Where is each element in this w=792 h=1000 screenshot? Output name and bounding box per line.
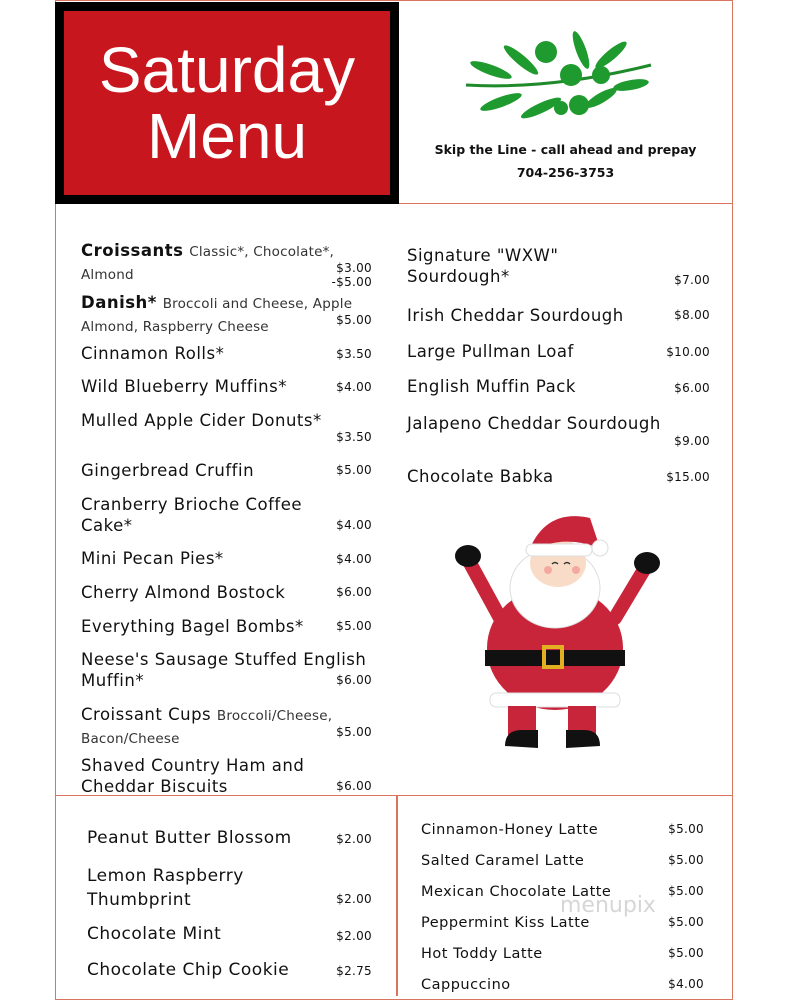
page-title bbox=[64, 11, 390, 195]
item-price: $5.00 bbox=[668, 915, 704, 929]
item-price: $4.00 bbox=[336, 518, 372, 532]
item-name: Mini Pecan Pies* bbox=[81, 549, 224, 568]
item-name: Salted Caramel Latte bbox=[421, 853, 585, 869]
bottom-divider bbox=[396, 796, 398, 996]
item-price: $3.50 bbox=[336, 430, 372, 444]
item-name: Cinnamon Rolls* bbox=[81, 344, 225, 363]
item-price: $4.00 bbox=[668, 977, 704, 991]
item-name: Hot Toddy Latte bbox=[421, 946, 543, 962]
item-name: Everything Bagel Bombs* bbox=[81, 617, 304, 636]
item-desc: Broccoli and Cheese, Apple Almond, Raspberry Cheese bbox=[81, 296, 353, 335]
item-name: Cherry Almond Bostock bbox=[81, 583, 286, 602]
item-name: Chocolate Babka bbox=[407, 467, 554, 486]
item-name: English Muffin Pack bbox=[407, 377, 576, 396]
item-price: $4.00 bbox=[336, 552, 372, 566]
item-price: $15.00 bbox=[666, 470, 710, 484]
item-price: $2.00 bbox=[336, 892, 372, 906]
item-price: $5.00 bbox=[336, 463, 372, 477]
olive-branch-icon bbox=[461, 30, 661, 130]
item-name: Peanut Butter Blossom bbox=[87, 828, 292, 848]
tagline: Skip the Line - call ahead and prepay bbox=[434, 142, 697, 157]
item-name: Lemon Raspberry Thumbprint bbox=[87, 866, 244, 910]
item-name: Shaved Country Ham and Cheddar Biscuits bbox=[81, 756, 305, 796]
item-price: $5.00 bbox=[668, 946, 704, 960]
item-price: $3.50 bbox=[336, 347, 372, 361]
item-name: Irish Cheddar Sourdough bbox=[407, 306, 624, 325]
item-price: $5.00 bbox=[668, 822, 704, 836]
title-line-1: Saturday bbox=[98, 34, 356, 106]
item-price: $2.75 bbox=[336, 964, 372, 978]
item-name: Chocolate Chip Cookie bbox=[87, 960, 290, 980]
item-name: Large Pullman Loaf bbox=[407, 342, 574, 361]
item-price: $7.00 bbox=[674, 273, 710, 287]
item-price: $10.00 bbox=[666, 345, 710, 359]
item-price: $5.00 bbox=[336, 619, 372, 633]
item-price: $2.00 bbox=[336, 832, 372, 846]
item-desc: Broccoli/Cheese, Bacon/Cheese bbox=[81, 708, 333, 747]
item-price: $6.00 bbox=[336, 585, 372, 599]
item-name: Danish* bbox=[81, 293, 157, 312]
item-name: Croissants bbox=[81, 241, 184, 260]
item-name: Croissant Cups bbox=[81, 705, 212, 724]
title-line-2: Menu bbox=[146, 100, 308, 172]
item-price: $5.00 bbox=[336, 313, 372, 327]
item-price: $2.00 bbox=[336, 929, 372, 943]
item-desc: Classic*, Chocolate*, Almond bbox=[81, 244, 335, 283]
item-price: $5.00 bbox=[668, 853, 704, 867]
item-price: $6.00 bbox=[336, 779, 372, 793]
item-name: Peppermint Kiss Latte bbox=[421, 915, 590, 931]
item-price: $8.00 bbox=[674, 308, 710, 322]
santa-illustration bbox=[450, 508, 665, 748]
item-name: Cappuccino bbox=[421, 977, 511, 993]
item-name: Gingerbread Cruffin bbox=[81, 461, 255, 480]
item-name: Jalapeno Cheddar Sourdough bbox=[407, 414, 661, 433]
item-price: $6.00 bbox=[674, 381, 710, 395]
item-price: $6.00 bbox=[336, 673, 372, 687]
watermark: menupix bbox=[560, 893, 656, 918]
item-price: $3.00 -$5.00 bbox=[331, 261, 372, 289]
item-price: $5.00 bbox=[336, 725, 372, 739]
item-name: Wild Blueberry Muffins* bbox=[81, 377, 287, 396]
phone-number[interactable]: 704-256-3753 bbox=[516, 165, 615, 180]
item-name: Cranberry Brioche Coffee Cake* bbox=[81, 495, 303, 535]
item-name: Cinnamon-Honey Latte bbox=[421, 822, 599, 838]
item-price: $4.00 bbox=[336, 380, 372, 394]
item-price: $5.00 bbox=[668, 884, 704, 898]
item-name: Mulled Apple Cider Donuts* bbox=[81, 411, 322, 430]
item-price: $9.00 bbox=[674, 434, 710, 448]
item-name: Chocolate Mint bbox=[87, 924, 222, 944]
item-name: Signature "WXW" Sourdough* bbox=[407, 246, 559, 286]
item-name: Neese's Sausage Stuffed English Muffin* bbox=[81, 650, 367, 690]
title-box bbox=[55, 2, 399, 204]
logo-area bbox=[399, 2, 732, 204]
item-name: Mexican Chocolate Latte bbox=[421, 884, 612, 900]
